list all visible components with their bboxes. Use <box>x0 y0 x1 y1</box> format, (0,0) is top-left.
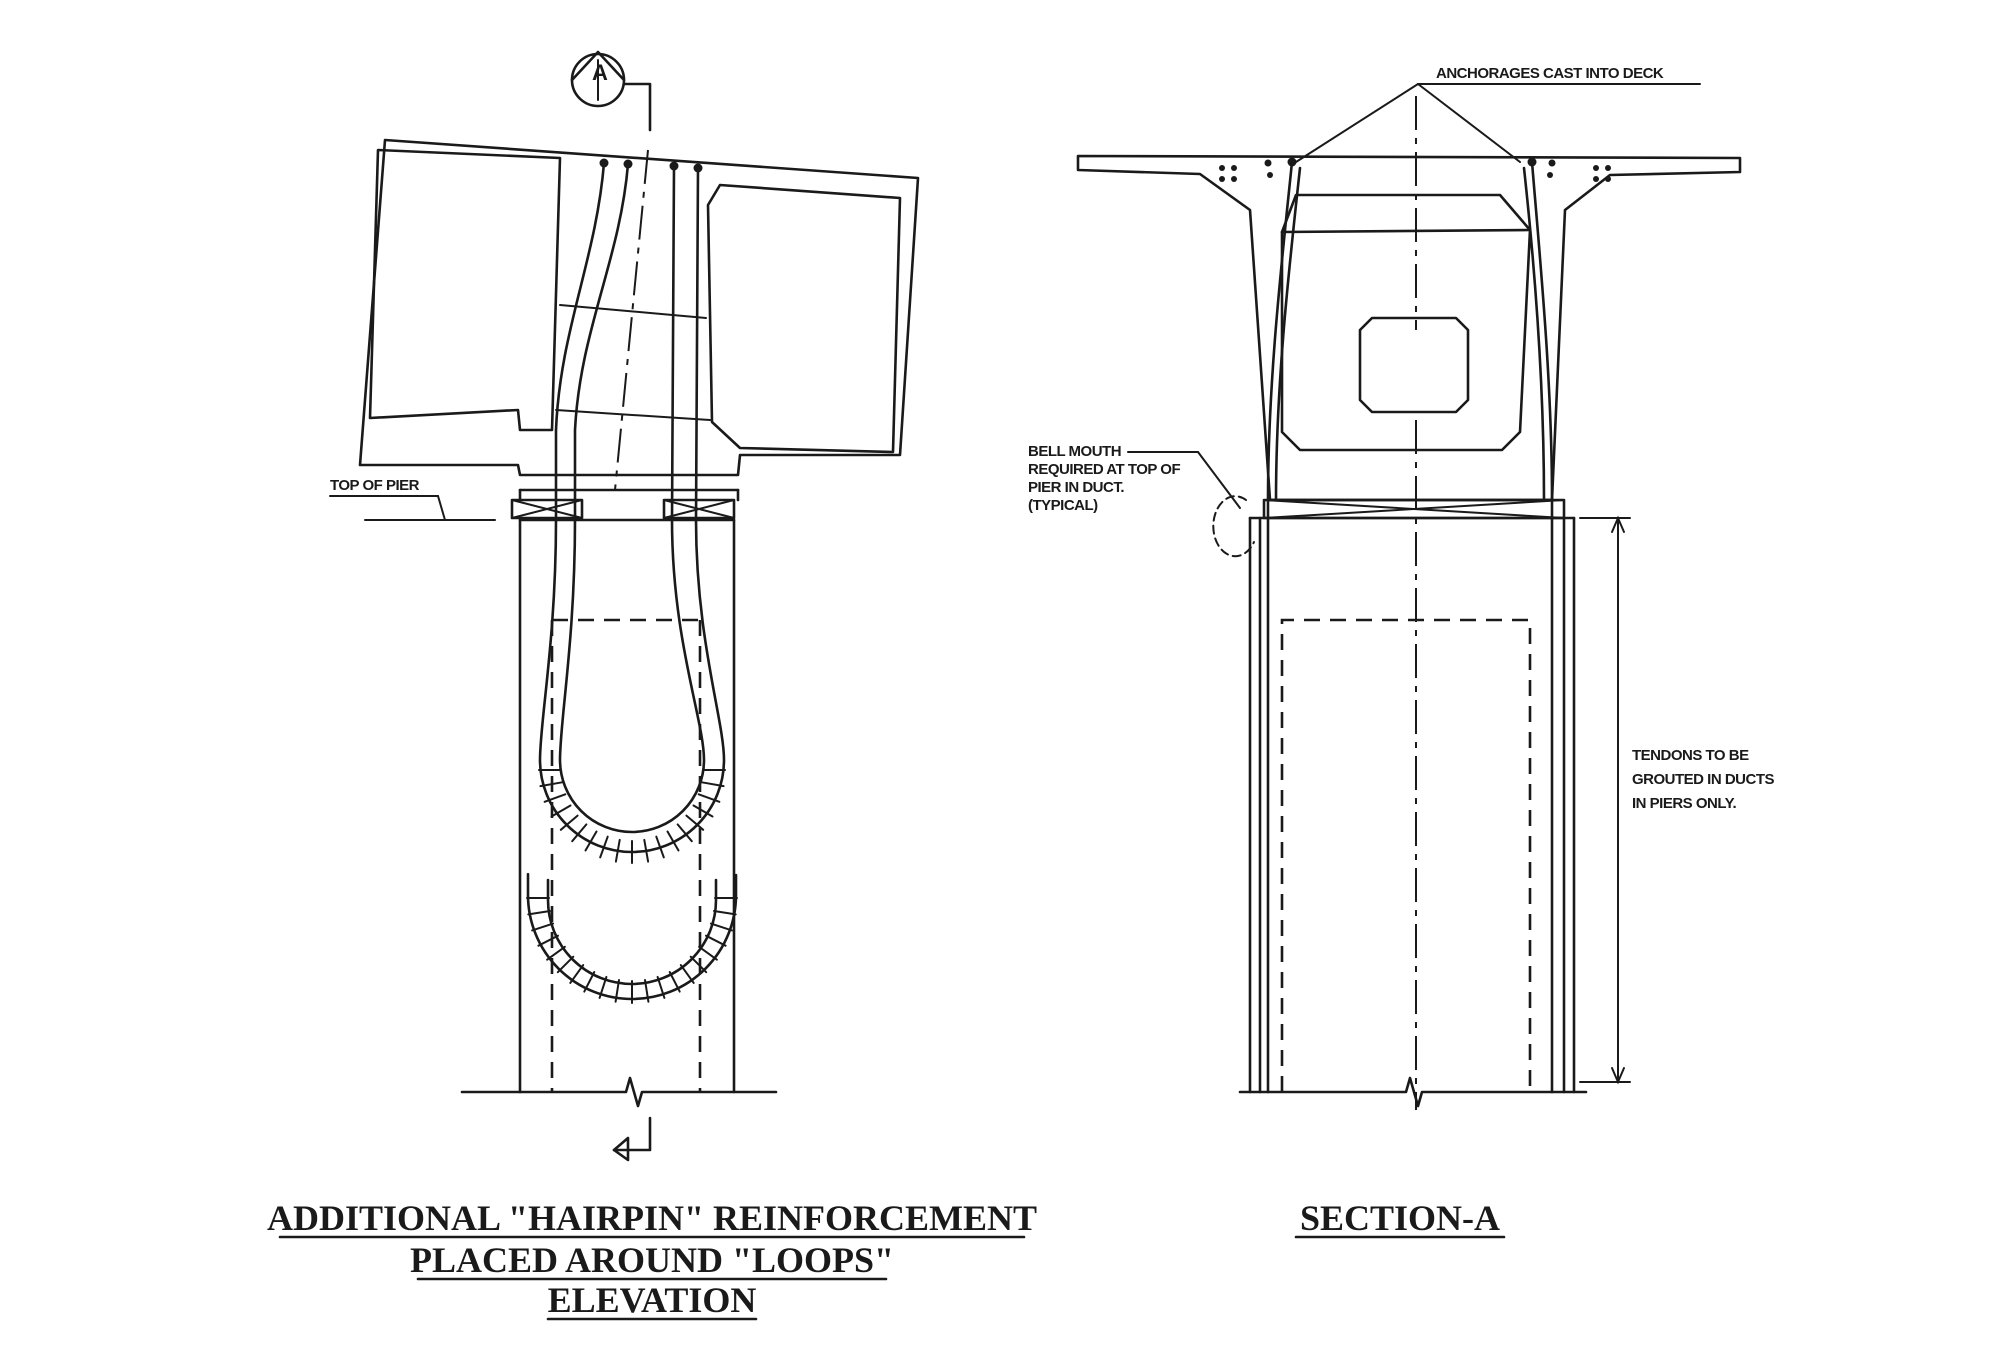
tendon-note-line-1: TENDONS TO BE <box>1632 747 1749 764</box>
hairpin-tick <box>532 924 553 931</box>
hairpin-tick <box>528 911 550 914</box>
section-mark-label: A <box>592 60 608 85</box>
pier-column-elevation <box>462 520 776 1106</box>
tendons-elevation <box>556 163 698 520</box>
elevation-title-line-3: ELEVATION <box>547 1280 757 1320</box>
tendons-section <box>1268 162 1552 1092</box>
top-of-pier-label: TOP OF PIER <box>330 477 419 494</box>
section-marker-bottom <box>614 1118 650 1160</box>
bell-mouth-callout <box>1028 443 1254 556</box>
tendon-grout-note <box>1632 747 1774 812</box>
bell-mouth-line-4: (TYPICAL) <box>1028 497 1098 514</box>
bell-mouth-line-3: PIER IN DUCT. <box>1028 479 1125 496</box>
hairpin-tick <box>699 947 717 960</box>
hairpin-tick <box>538 936 558 946</box>
bearing-section <box>1264 500 1564 518</box>
hairpin-tick <box>547 947 565 960</box>
diaphragm-opening <box>1360 318 1468 1110</box>
hairpin-tick <box>706 936 726 946</box>
section-a-view <box>1028 65 1774 1238</box>
anchorage-callout <box>1296 65 1700 330</box>
box-girder-section <box>1078 156 1740 500</box>
hairpin-tick <box>691 957 707 973</box>
elevation-title-line-2: PLACED AROUND "LOOPS" <box>409 1240 895 1280</box>
pier-column-section <box>1240 518 1586 1106</box>
bell-mouth-line-1: BELL MOUTH <box>1028 443 1122 460</box>
elevation-title <box>267 1198 1037 1320</box>
hairpin-tick <box>681 965 694 983</box>
tendon-loops <box>528 520 736 999</box>
bearing-pads-elevation <box>512 490 738 518</box>
tendon-note-line-2: GROUTED IN DUCTS <box>1632 771 1774 788</box>
hairpin-tick <box>711 924 732 931</box>
elevation-view <box>267 52 1037 1320</box>
tendon-note-line-3: IN PIERS ONLY. <box>1632 795 1737 812</box>
section-title <box>1296 1198 1504 1238</box>
bell-mouth-line-2: REQUIRED AT TOP OF <box>1028 461 1181 478</box>
anchorage-note: ANCHORAGES CAST INTO DECK <box>1436 65 1664 82</box>
hairpin-tick <box>714 911 736 914</box>
elevation-title-line-1: ADDITIONAL "HAIRPIN" REINFORCEMENT <box>266 1198 1038 1238</box>
section-a-title: SECTION-A <box>1299 1198 1501 1238</box>
hairpin-tick <box>558 957 574 973</box>
hairpin-tick <box>570 965 583 983</box>
section-marker-top <box>572 52 650 130</box>
top-of-pier-callout <box>330 477 495 520</box>
tendon-dimension <box>1580 518 1630 1082</box>
box-girder-elevation <box>360 140 918 490</box>
